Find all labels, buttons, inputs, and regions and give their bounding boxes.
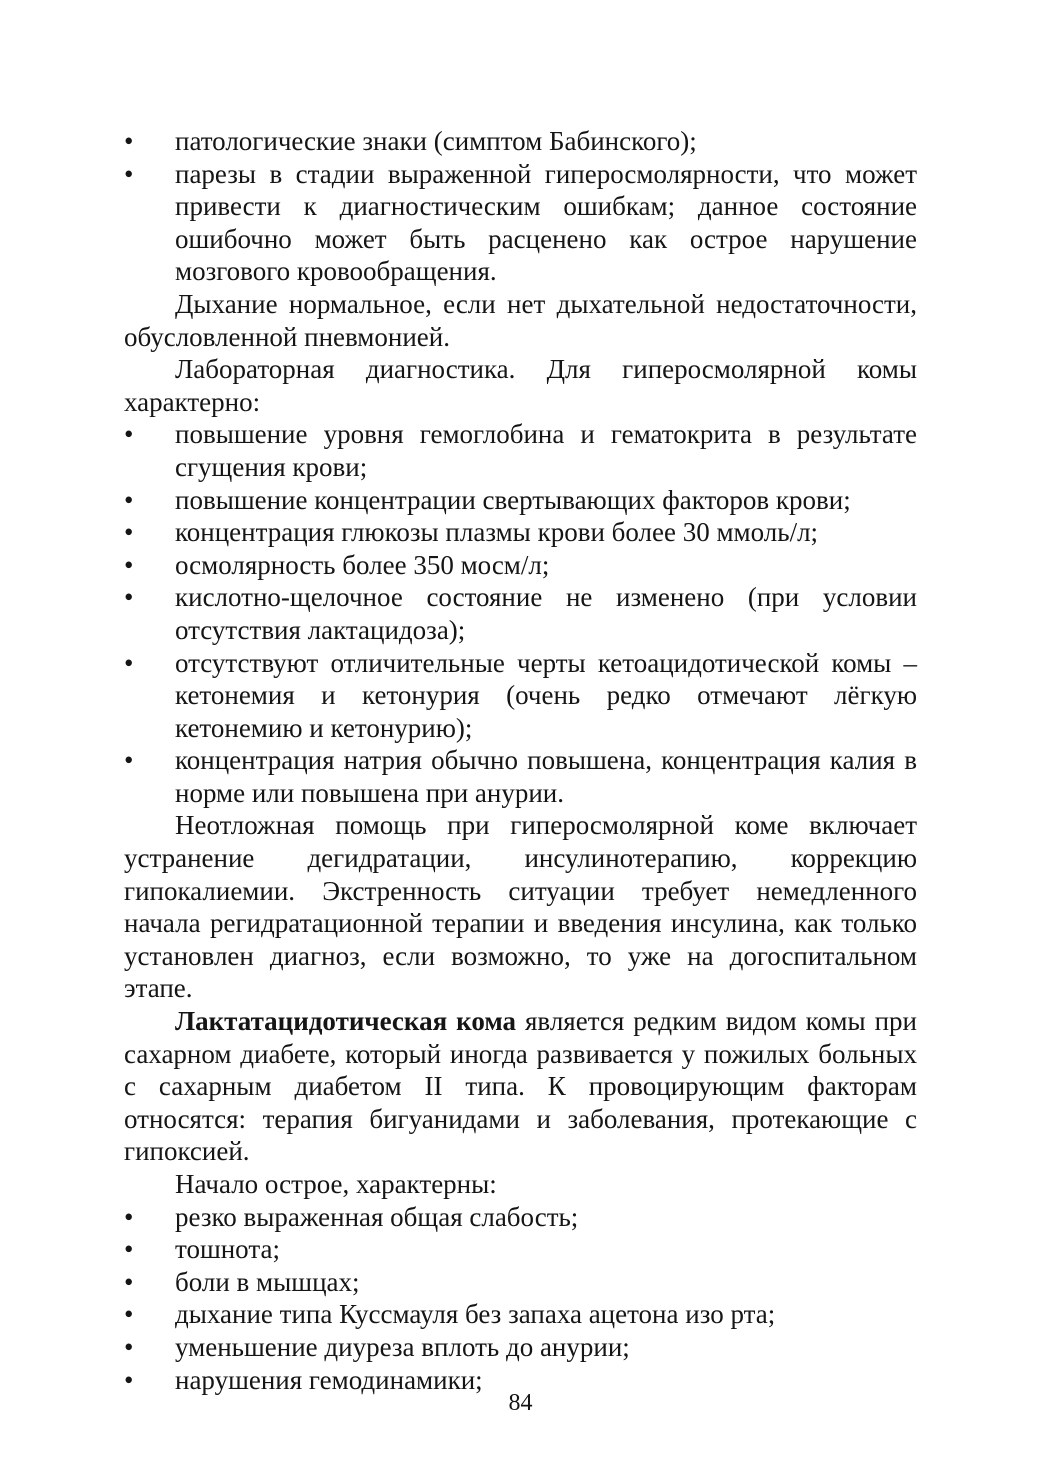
bullet-item bbox=[124, 549, 917, 582]
page-body bbox=[124, 125, 917, 1396]
bullet-marker: • bbox=[124, 517, 134, 548]
bullet-marker: • bbox=[124, 745, 134, 776]
bold-term: Лактатацидотическая кома bbox=[175, 1006, 517, 1037]
bullet-marker: • bbox=[124, 647, 134, 678]
paragraph bbox=[124, 288, 917, 353]
bullet-text: боли в мышцах; bbox=[175, 1266, 360, 1297]
bullet-text: кислотно-щелочное состояние не изменено (при условии отсутствия лактацидоза); bbox=[175, 582, 917, 645]
bullet-marker: • bbox=[124, 1234, 134, 1265]
paragraph bbox=[124, 1168, 917, 1201]
bullet-marker: • bbox=[124, 419, 134, 450]
bullet-item bbox=[124, 1201, 917, 1234]
bullet-item bbox=[124, 418, 917, 483]
paragraph bbox=[124, 1005, 917, 1168]
bullet-text: парезы в стадии выраженной гиперосмолярности, что может привести к диагностическим ошибкам; данное состояние ошибочно может быть расценено как острое нарушение мозгового кровообращения. bbox=[175, 158, 917, 287]
bullet-marker: • bbox=[124, 1364, 134, 1395]
bullet-marker: • bbox=[124, 158, 134, 189]
bullet-text: тошнота; bbox=[175, 1234, 280, 1265]
bullet-item bbox=[124, 125, 917, 158]
paragraph-text: Лабораторная диагностика. Для гиперосмолярной комы характерно: bbox=[124, 354, 917, 417]
bullet-text: отсутствуют отличительные черты кетоацидотической комы – кетонемия и кетонурия (очень редко отмечают лёгкую кетонемию и кетонурию); bbox=[175, 647, 917, 743]
bullet-marker: • bbox=[124, 1331, 134, 1362]
bullet-item bbox=[124, 744, 917, 809]
bullet-item bbox=[124, 581, 917, 646]
paragraph bbox=[124, 809, 917, 1005]
paragraph-text: Начало острое, характерны: bbox=[175, 1169, 497, 1199]
bullet-text: дыхание типа Куссмауля без запаха ацетона изо рта; bbox=[175, 1299, 776, 1330]
paragraph bbox=[124, 353, 917, 418]
bullet-item bbox=[124, 647, 917, 745]
bullet-text: уменьшение диуреза вплоть до анурии; bbox=[175, 1331, 630, 1362]
bullet-item bbox=[124, 1298, 917, 1331]
bullet-marker: • bbox=[124, 484, 134, 515]
bullet-marker: • bbox=[124, 1299, 134, 1330]
bullet-text: повышение концентрации свертывающих факторов крови; bbox=[175, 484, 851, 515]
paragraph-text: Дыхание нормальное, если нет дыхательной недостаточности, обусловленной пневмонией. bbox=[124, 288, 917, 352]
page-number: 84 bbox=[508, 1390, 533, 1416]
bullet-text: концентрация глюкозы плазмы крови более 30 ммоль/л; bbox=[175, 517, 819, 548]
bullet-marker: • bbox=[124, 582, 134, 613]
bullet-text: повышение уровня гемоглобина и гематокрита в результате сгущения крови; bbox=[175, 419, 917, 482]
bullet-item bbox=[124, 1233, 917, 1266]
bullet-item bbox=[124, 1331, 917, 1364]
paragraph-text: является редким видом комы при сахарном диабете, который иногда развивается у пожилых больных с сахарным диабетом II типа. К провоцирующим факторам относятся: терапия бигуанидами и заболевания, протекающие с гипоксией. bbox=[124, 1006, 917, 1167]
bullet-text: патологические знаки (симптом Бабинского); bbox=[175, 126, 697, 156]
bullet-text: концентрация натрия обычно повышена, концентрация калия в норме или повышена при анурии. bbox=[175, 745, 917, 808]
bullet-marker: • bbox=[124, 549, 134, 580]
bullet-item bbox=[124, 484, 917, 517]
bullet-text: резко выраженная общая слабость; bbox=[175, 1201, 579, 1232]
bullet-text: осмолярность более 350 мосм/л; bbox=[175, 549, 550, 580]
bullet-marker: • bbox=[124, 1201, 134, 1232]
bullet-marker: • bbox=[124, 1266, 134, 1297]
bullet-item bbox=[124, 158, 917, 288]
bullet-text: нарушения гемодинамики; bbox=[175, 1364, 483, 1395]
paragraph-text: Неотложная помощь при гиперосмолярной коме включает устранение дегидратации, инсулинотерапию, коррекцию гипокалиемии. Экстренность ситуации требует немедленного начала регидратационной терапии и введения инсулина, как только установлен диагноз, если возможно, то уже на догоспитальном этапе. bbox=[124, 810, 917, 1004]
bullet-item bbox=[124, 516, 917, 549]
bullet-marker: • bbox=[124, 126, 134, 156]
bullet-item bbox=[124, 1266, 917, 1299]
